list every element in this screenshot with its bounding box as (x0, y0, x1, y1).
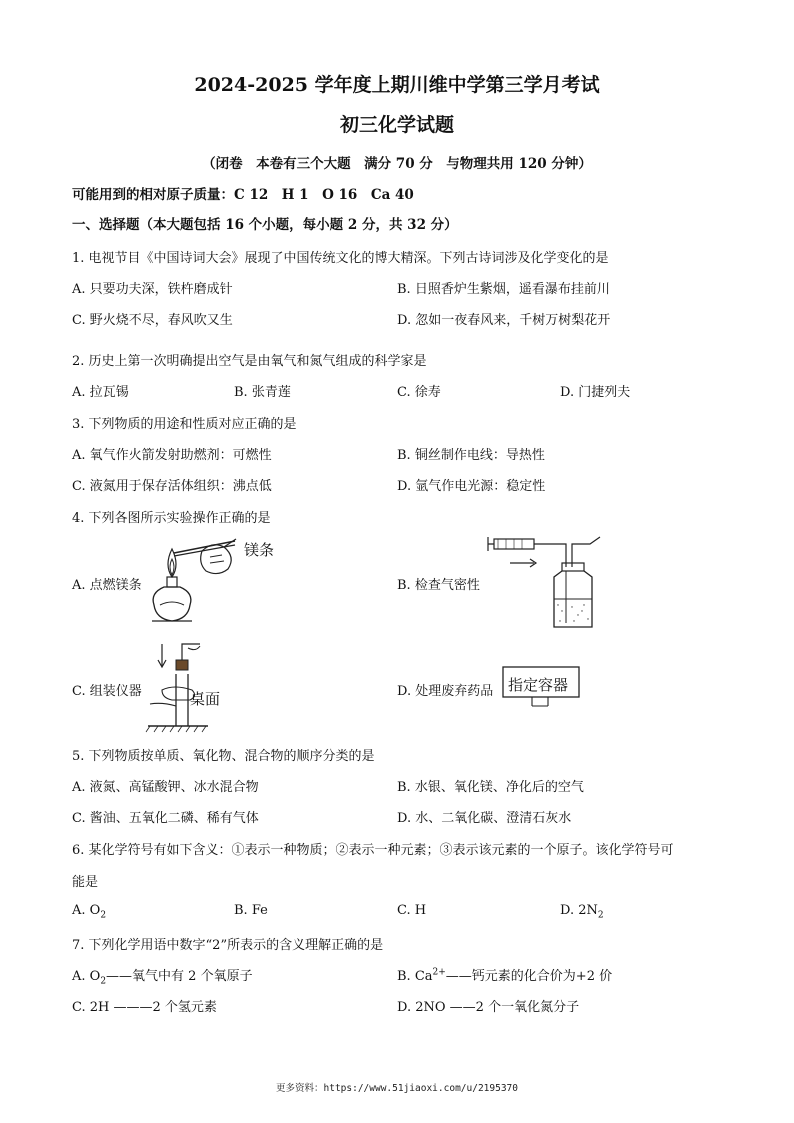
question-1-option-a[interactable]: A. 只要功夫深，铁杵磨成针 (72, 282, 233, 297)
q7-b-rest: ——钙元素的化合价为+2 价 (445, 969, 613, 984)
atomic-masses: 可能用到的相对原子质量：C 12 H 1 O 16 Ca 40 (72, 187, 414, 203)
question-4-option-a[interactable]: A. 点燃镁条 (72, 578, 142, 593)
question-7-option-d[interactable]: D. 2NO ——2 个一氧化氮分子 (397, 1000, 580, 1015)
q7-a-rest: ——氧气中有 2 个氧原子 (106, 969, 253, 984)
question-3-option-a[interactable]: A. 氧气作火箭发射助燃剂：可燃性 (72, 448, 272, 463)
q7-a-prefix: A. O (72, 969, 101, 984)
q7-b-prefix: B. Ca (397, 969, 433, 984)
figure-b-syringe-bottle (486, 533, 606, 633)
question-6-option-c[interactable]: C. H (397, 903, 427, 918)
q6-d-subscript: 2 (597, 910, 604, 921)
question-5-stem: 5. 下列物质按单质、氧化物、混合物的顺序分类的是 (72, 749, 375, 764)
question-2-option-c[interactable]: C. 徐寿 (397, 385, 441, 400)
question-2-stem: 2. 历史上第一次明确提出空气是由氧气和氮气组成的科学家是 (72, 354, 427, 369)
figure-a-label: 镁条 (244, 541, 275, 559)
question-3-option-b[interactable]: B. 铜丝制作电线：导热性 (397, 448, 545, 463)
question-6-option-a[interactable] (72, 903, 106, 921)
question-3-option-c[interactable]: C. 液氮用于保存活体组织：沸点低 (72, 479, 272, 494)
question-6-option-b[interactable]: B. Fe (234, 903, 268, 918)
exam-info: （闭卷 本卷有三个大题 满分 70 分 与物理共用 120 分钟） (202, 156, 592, 172)
question-3-stem: 3. 下列物质的用途和性质对应正确的是 (72, 417, 297, 432)
question-2-option-b[interactable]: B. 张青莲 (234, 385, 291, 400)
exam-subject-title: 初三化学试题 (339, 114, 454, 136)
figure-d-label: 指定容器 (508, 676, 569, 694)
q7-a-subscript: 2 (100, 976, 107, 987)
question-5-option-c[interactable]: C. 酱油、五氧化二磷、稀有气体 (72, 811, 259, 826)
question-2-option-d[interactable]: D. 门捷列夫 (560, 385, 631, 400)
question-2-option-a[interactable]: A. 拉瓦锡 (72, 385, 129, 400)
question-1-option-d[interactable]: D. 忽如一夜春风来，千树万树梨花开 (397, 313, 611, 328)
question-1-stem: 1. 电视节目《中国诗词大会》展现了中国传统文化的博大精深。下列古诗词涉及化学变化的是 (72, 251, 609, 266)
question-6-stem-line-1: 6. 某化学符号有如下含义：①表示一种物质；②表示一种元素；③表示该元素的一个原子。该化学符号可 (72, 843, 674, 858)
question-1-option-c[interactable]: C. 野火烧不尽，春风吹又生 (72, 313, 233, 328)
question-4-option-c[interactable]: C. 组装仪器 (72, 684, 142, 699)
q7-b-superscript: 2+ (432, 967, 446, 978)
figure-c-test-tube-assembly (148, 640, 258, 732)
question-4-stem: 4. 下列各图所示实验操作正确的是 (72, 511, 271, 526)
question-4-option-b[interactable]: B. 检查气密性 (397, 578, 480, 593)
question-7-stem: 7. 下列化学用语中数字“2”所表示的含义理解正确的是 (72, 938, 384, 953)
question-3-option-d[interactable]: D. 氩气作电光源：稳定性 (397, 479, 546, 494)
exam-title: 2024-2025 学年度上期川维中学第三学月考试 (194, 74, 600, 96)
q6-d-text: D. 2N (560, 903, 598, 918)
question-5-option-a[interactable]: A. 液氮、高锰酸钾、冰水混合物 (72, 780, 259, 795)
question-6-stem-line-2: 能是 (72, 875, 99, 890)
question-7-option-b[interactable] (397, 965, 612, 984)
question-5-option-b[interactable]: B. 水银、氧化镁、净化后的空气 (397, 780, 584, 795)
question-7-option-a[interactable] (72, 965, 253, 987)
question-5-option-d[interactable]: D. 水、二氧化碳、澄清石灰水 (397, 811, 572, 826)
question-6-option-d[interactable] (560, 903, 604, 921)
question-1-option-b[interactable]: B. 日照香炉生紫烟，遥看瀑布挂前川 (397, 282, 610, 297)
section-heading: 一、选择题（本大题包括 16 个小题，每小题 2 分，共 32 分） (72, 217, 458, 233)
footer-link[interactable]: 更多资料：https://www.51jiaoxi.com/u/2195370 (276, 1083, 518, 1094)
question-7-option-c[interactable]: C. 2H ———2 个氢元素 (72, 1000, 217, 1015)
q6-a-subscript: 2 (100, 910, 107, 921)
q6-a-text: A. O (72, 903, 101, 918)
question-4-option-d[interactable]: D. 处理废弃药品 (397, 684, 494, 699)
figure-c-label: 桌面 (190, 690, 221, 708)
